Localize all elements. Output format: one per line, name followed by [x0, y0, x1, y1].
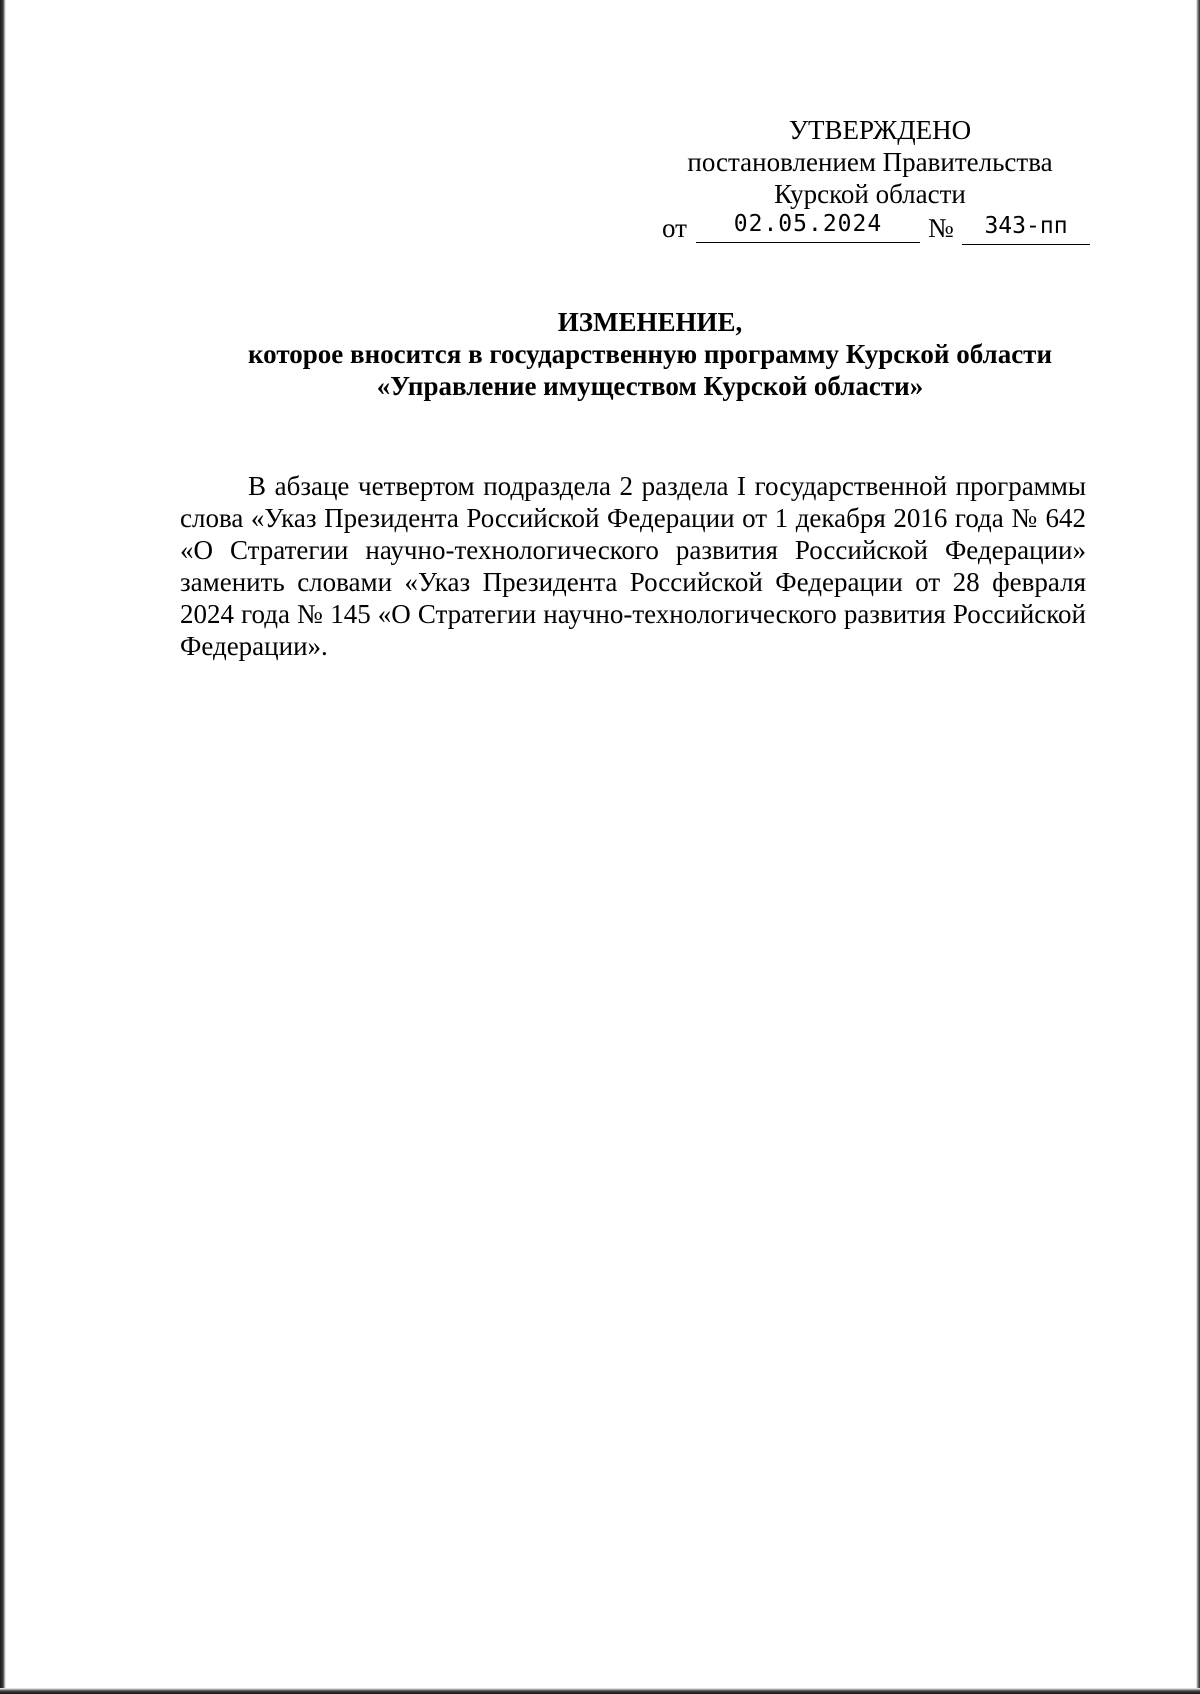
- document-number: 343-пп: [962, 210, 1090, 245]
- approval-block: [650, 114, 1090, 246]
- number-sign: №: [928, 213, 954, 243]
- approval-stamp-title: УТВЕРЖДЕНО: [788, 115, 972, 145]
- approval-authority-line: постановлением Правительства: [687, 147, 1053, 177]
- heading-title: ИЗМЕНЕНИЕ,: [557, 307, 743, 337]
- scan-edge-bottom: [0, 1688, 1200, 1694]
- registration-line: [650, 210, 1090, 246]
- scan-edge-left: [0, 0, 6, 1694]
- approval-region-line: Курской области: [774, 179, 966, 209]
- heading-subtitle: которое вносится в государственную программу Курской области: [247, 339, 1052, 369]
- document-heading: [180, 306, 1120, 402]
- heading-program-name: «Управление имуществом Курской области»: [376, 371, 924, 401]
- body-paragraph: В абзаце четвертом подраздела 2 раздела I государственной программы слова «Указ Президента Российской Федерации от 1 декабря 2016 года № 642 «О Стратегии научно-технологического развития Российской Федерации» заменить словами «Указ Президента Российской Федерации от 28 февраля 2024 года № 145 «О Стратегии научно-технологического развития Российской Федерации».: [180, 471, 1086, 661]
- scan-edge-right: [1196, 0, 1200, 1694]
- document-date: 02.05.2024: [696, 210, 920, 243]
- date-prefix: от: [662, 213, 687, 243]
